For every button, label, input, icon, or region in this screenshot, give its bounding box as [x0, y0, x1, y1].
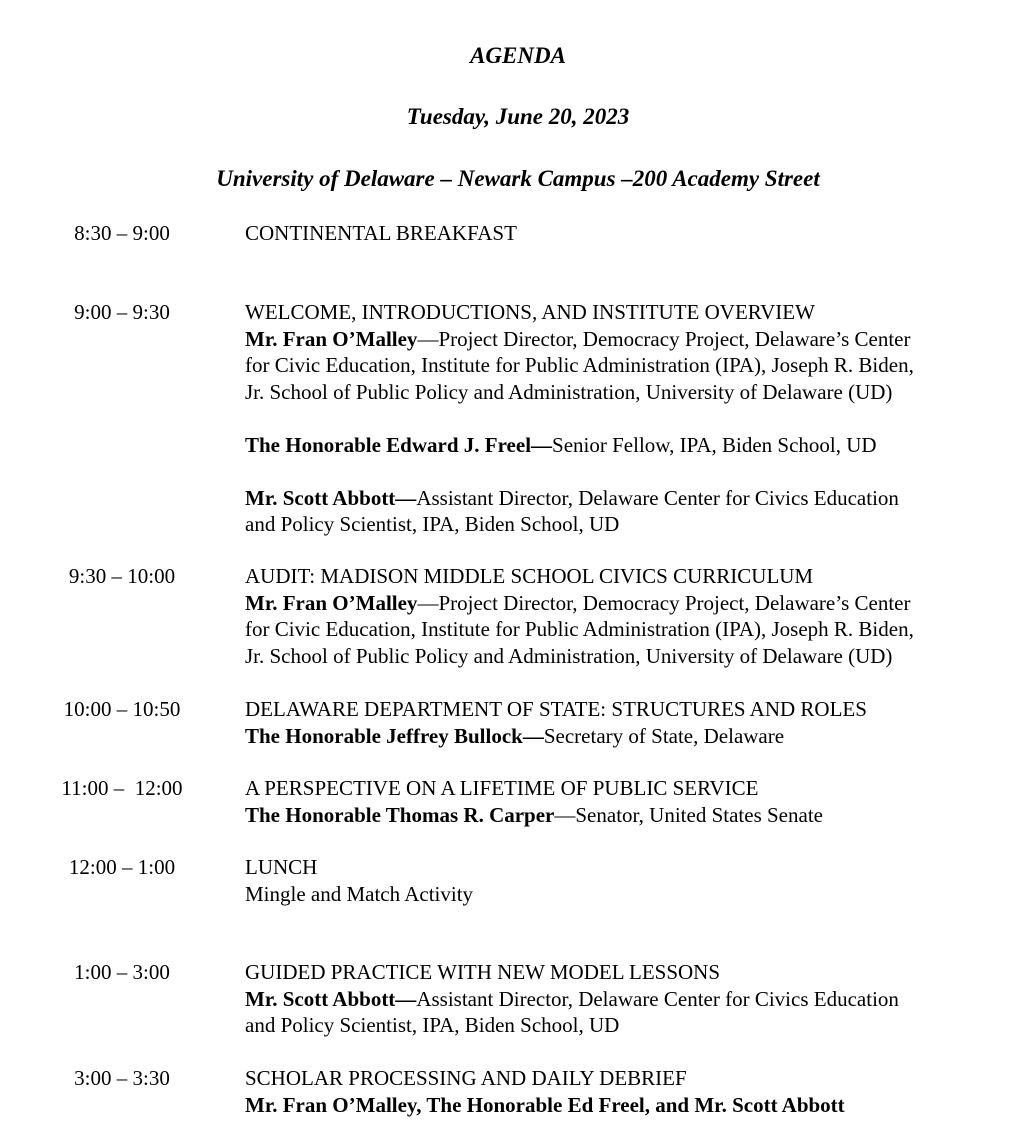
event-date: Tuesday, June 20, 2023 — [406, 104, 630, 129]
speaker-name: Mr. Scott Abbott— — [245, 986, 417, 1011]
agenda-title: AGENDA — [470, 43, 566, 68]
speaker-entry — [245, 326, 1015, 353]
agenda-subtitle: Mingle and Match Activity — [245, 881, 474, 906]
speaker-entry — [245, 432, 1015, 459]
speaker-role-line: for Civic Education, Institute for Public Administration (IPA), Joseph R. Biden, — [245, 353, 914, 377]
speaker-role: Senior Fellow, IPA, Biden School, UD — [552, 432, 877, 457]
speaker-role-line: Jr. School of Public Policy and Administration, University of Delaware (UD) — [245, 379, 893, 404]
speaker-role-line: and Policy Scientist, IPA, Biden School, UD — [245, 1013, 620, 1037]
agenda-title: SCHOLAR PROCESSING AND DAILY DEBRIEF — [245, 1066, 687, 1090]
agenda-content — [245, 220, 1015, 247]
agenda-content — [245, 775, 1015, 828]
agenda-title: LUNCH — [245, 855, 318, 879]
agenda-title: GUIDED PRACTICE WITH NEW MODEL LESSONS — [245, 960, 721, 984]
event-location: University of Delaware – Newark Campus –200 Academy Street — [216, 166, 820, 191]
speaker-name: Mr. Fran O’Malley — [245, 590, 418, 615]
agenda-content — [245, 299, 1015, 538]
agenda-time: 1:00 – 3:00 — [74, 960, 170, 984]
agenda-title: DELAWARE DEPARTMENT OF STATE: STRUCTURES AND ROLES — [245, 697, 867, 721]
speaker-name: Mr. Fran O’Malley — [245, 326, 418, 351]
agenda-content — [245, 563, 1015, 669]
agenda-title: WELCOME, INTRODUCTIONS, AND INSTITUTE OVERVIEW — [245, 300, 815, 324]
agenda-title: A PERSPECTIVE ON A LIFETIME OF PUBLIC SERVICE — [245, 776, 759, 800]
agenda-content — [245, 854, 1015, 907]
speaker-name: Mr. Scott Abbott— — [245, 485, 417, 510]
speaker-entry — [245, 485, 1015, 512]
speaker-name: The Honorable Edward J. Freel— — [245, 432, 553, 457]
speaker-role: Assistant Director, Delaware Center for Civics Education — [416, 485, 899, 510]
agenda-time: 9:00 – 9:30 — [74, 300, 170, 324]
speaker-role: Assistant Director, Delaware Center for Civics Education — [416, 986, 899, 1011]
speaker-name: The Honorable Jeffrey Bullock— — [245, 723, 544, 748]
agenda-content — [245, 959, 1015, 1039]
speaker-role-line: for Civic Education, Institute for Public Administration (IPA), Joseph R. Biden, — [245, 617, 914, 641]
agenda-time: 10:00 – 10:50 — [63, 697, 181, 721]
agenda-time: 8:30 – 9:00 — [74, 221, 170, 245]
agenda-title: AUDIT: MADISON MIDDLE SCHOOL CIVICS CURRICULUM — [245, 564, 814, 588]
speaker-role-line: Jr. School of Public Policy and Administration, University of Delaware (UD) — [245, 643, 893, 668]
speaker-entry — [245, 590, 1015, 617]
speaker-role: —Senator, United States Senate — [554, 802, 823, 827]
agenda-time: 11:00 – 12:00 — [61, 776, 183, 800]
agenda-time: 9:30 – 10:00 — [68, 564, 176, 588]
speaker-role: —Project Director, Democracy Project, Delaware’s Center — [417, 326, 911, 351]
speaker-name: The Honorable Thomas R. Carper — [245, 802, 555, 827]
speaker-entry — [245, 802, 1015, 829]
agenda-content — [245, 1065, 1015, 1118]
agenda-title: CONTINENTAL BREAKFAST — [245, 221, 517, 245]
speaker-list: Mr. Fran O’Malley, The Honorable Ed Freel, and Mr. Scott Abbott — [245, 1092, 845, 1117]
speaker-role-line: and Policy Scientist, IPA, Biden School, UD — [245, 512, 620, 536]
speaker-entry — [245, 723, 1015, 750]
speaker-role: —Project Director, Democracy Project, Delaware’s Center — [417, 590, 911, 615]
agenda-time: 3:00 – 3:30 — [74, 1066, 170, 1090]
speaker-entry — [245, 986, 1015, 1013]
agenda-time: 12:00 – 1:00 — [68, 855, 176, 879]
agenda-content — [245, 696, 1015, 749]
speaker-role: Secretary of State, Delaware — [543, 723, 785, 748]
